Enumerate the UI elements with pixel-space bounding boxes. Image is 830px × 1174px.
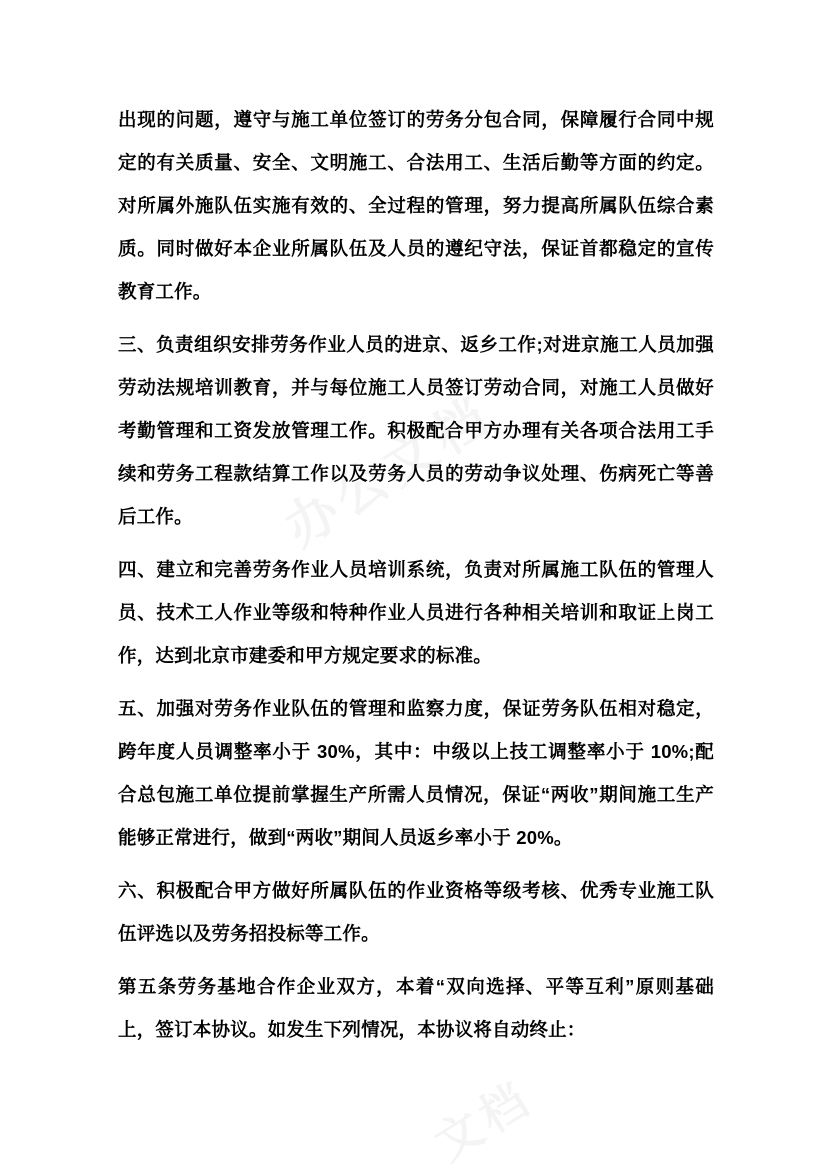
paragraph: 三、负责组织安排劳务作业人员的进京、返乡工作;对进京施工人员加强劳动法规培训教育，并与每位施工人员签订劳动合同，对施工人员做好考勤管理和工资发放管理工作。积极配合甲方办理有关各项合法用工手续和劳务工程款结算工作以及劳务人员的劳动争议处理、伤病死亡等善后工作。 <box>118 334 714 527</box>
paragraph: 出现的问题，遵守与施工单位签订的劳务分包合同，保障履行合同中规定的有关质量、安全、文明施工、合法用工、生活后勤等方面的约定。对所属外施队伍实施有效的、全过程的管理，努力提高所属队伍综合素质。同时做好本企业所属队伍及人员的遵纪守法，保证首都稳定的宣传教育工作。 <box>118 109 714 302</box>
watermark-text <box>420 1062 543 1173</box>
document-text-body <box>118 98 714 1051</box>
paragraph: 第五条劳务基地合作企业双方，本着“双向选择、平等互利”原则基础上，签订本协议。如发生下列情况，本协议将自动终止： <box>118 976 714 1040</box>
paragraph: 四、建立和完善劳务作业人员培训系统，负责对所属施工队伍的管理人员、技术工人作业等级和特种作业人员进行各种相关培训和取证上岗工作，达到北京市建委和甲方规定要求的标准。 <box>118 559 714 666</box>
paragraph: 六、积极配合甲方做好所属队伍的作业资格等级考核、优秀专业施工队伍评选以及劳务招投标等工作。 <box>118 880 714 944</box>
paragraph: 五、加强对劳务作业队伍的管理和监察力度，保证劳务队伍相对稳定，跨年度人员调整率小于 30%，其中：中级以上技工调整率小于 10%;配合总包施工单位提前掌握生产所需人员情况，保证“两收”期间施工生产能够正常进行，做到“两收”期间人员返乡率小于 20%。 <box>118 698 714 848</box>
